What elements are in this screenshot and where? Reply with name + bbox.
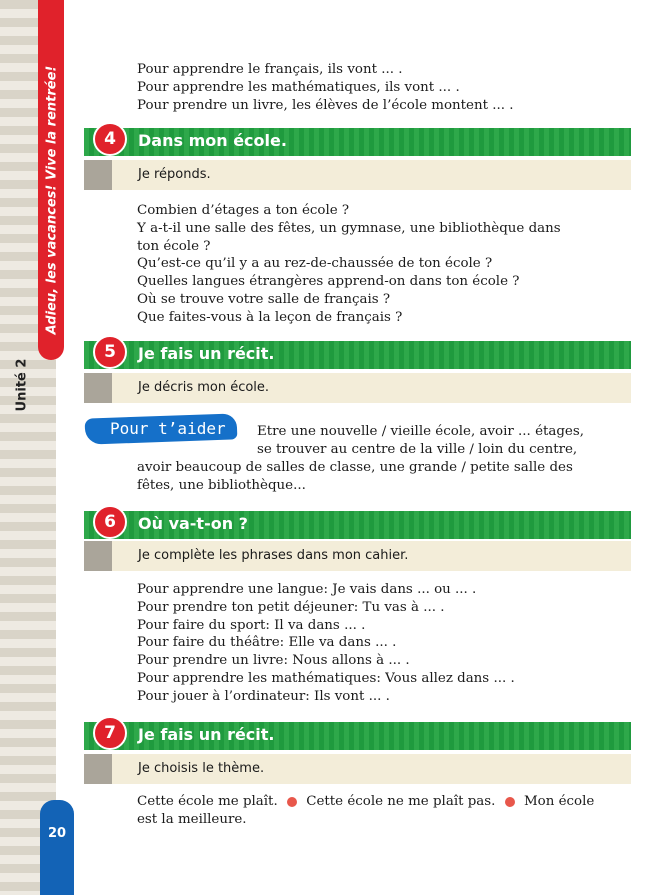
sentence-line: Pour jouer à l’ordinateur: Ils vont ... . <box>137 688 390 704</box>
sentence-line: Pour apprendre une langue: Je vais dans ... ou ... . <box>137 582 477 597</box>
help-line: Etre une nouvelle / vieille école, avoir ... étages, <box>257 424 584 439</box>
instruction-marker <box>84 160 112 190</box>
page-number: 20 <box>47 826 67 841</box>
section-number-badge: 6 <box>93 505 127 539</box>
section-5-header <box>84 341 631 369</box>
top-exercise-lines <box>137 61 631 114</box>
sentence-line: Pour faire du théâtre: Elle va dans ... . <box>137 635 397 651</box>
theme-choice: Mon école <box>523 794 595 809</box>
question-line: Où se trouve votre salle de français ? <box>137 291 391 307</box>
section-7-choices <box>137 793 631 829</box>
instruction-marker <box>84 541 112 571</box>
choices-line <box>137 793 631 811</box>
sentence-line: Pour faire du sport: Il va dans ... . <box>137 617 366 633</box>
theme-choice: Cette école ne me plaît pas. <box>306 794 496 809</box>
section-title: Dans mon école. <box>138 131 287 150</box>
section-4-header <box>84 128 631 156</box>
section-5-instruction <box>84 373 631 403</box>
section-title: Où va-t-on ? <box>138 514 248 533</box>
theme-choice: Cette école me plaît. <box>137 794 278 809</box>
section-title: Je fais un récit. <box>138 725 275 744</box>
question-line: Qu’est-ce qu’il y a au rez-de-chaussée de ton école ? <box>137 256 493 272</box>
section-6-header <box>84 511 631 539</box>
section-7-header <box>84 722 631 750</box>
help-text-bottom <box>137 459 631 495</box>
sentence-line: Pour prendre un livre: Nous allons à ... . <box>137 653 410 669</box>
section-title: Je fais un récit. <box>138 344 275 363</box>
page-number-band <box>40 800 74 895</box>
section-6-instruction <box>84 541 631 571</box>
text-line: Pour apprendre le français, ils vont ... . <box>137 62 403 77</box>
sentence-line: Pour prendre ton petit déjeuner: Tu vas à ... . <box>137 599 445 615</box>
help-line: fêtes, une bibliothèque... <box>137 477 306 493</box>
section-4-questions <box>137 202 631 327</box>
instruction-text: Je décris mon école. <box>138 380 270 395</box>
instruction-marker <box>84 373 112 403</box>
choices-line: est la meilleure. <box>137 811 247 827</box>
question-line: Quelles langues étrangères apprend-on dans ton école ? <box>137 274 520 290</box>
unit-label: Unité 2 <box>14 358 30 412</box>
help-line: se trouver au centre de la ville / loin du centre, <box>257 441 578 457</box>
instruction-text: Je choisis le thème. <box>138 761 265 776</box>
section-6-sentences <box>137 581 631 706</box>
question-line: Y a-t-il une salle des fêtes, un gymnase, une bibliothèque dans <box>137 220 561 236</box>
instruction-text: Je réponds. <box>138 167 211 182</box>
help-line: avoir beaucoup de salles de classe, une grande / petite salle des <box>137 460 573 475</box>
help-text-top <box>257 423 631 459</box>
help-badge-label: Pour t’aider <box>110 419 226 438</box>
section-number-badge: 4 <box>93 122 127 156</box>
question-line: ton école ? <box>137 238 211 254</box>
section-4-instruction <box>84 160 631 190</box>
question-line: Combien d’étages a ton école ? <box>137 203 350 218</box>
instruction-marker <box>84 754 112 784</box>
question-line: Que faites-vous à la leçon de français ? <box>137 309 403 325</box>
instruction-text: Je complète les phrases dans mon cahier. <box>138 548 409 563</box>
section-number-badge: 7 <box>93 716 127 750</box>
text-line: Pour prendre un livre, les élèves de l’école montent ... . <box>137 97 514 113</box>
bullet-icon <box>505 797 515 807</box>
section-number-badge: 5 <box>93 335 127 369</box>
chapter-tagline: Adieu, les vacances! Vive la rentrée! <box>44 65 60 335</box>
bullet-icon <box>287 797 297 807</box>
section-7-instruction <box>84 754 631 784</box>
sentence-line: Pour apprendre les mathématiques: Vous allez dans ... . <box>137 670 515 686</box>
text-line: Pour apprendre les mathématiques, ils vont ... . <box>137 79 460 95</box>
